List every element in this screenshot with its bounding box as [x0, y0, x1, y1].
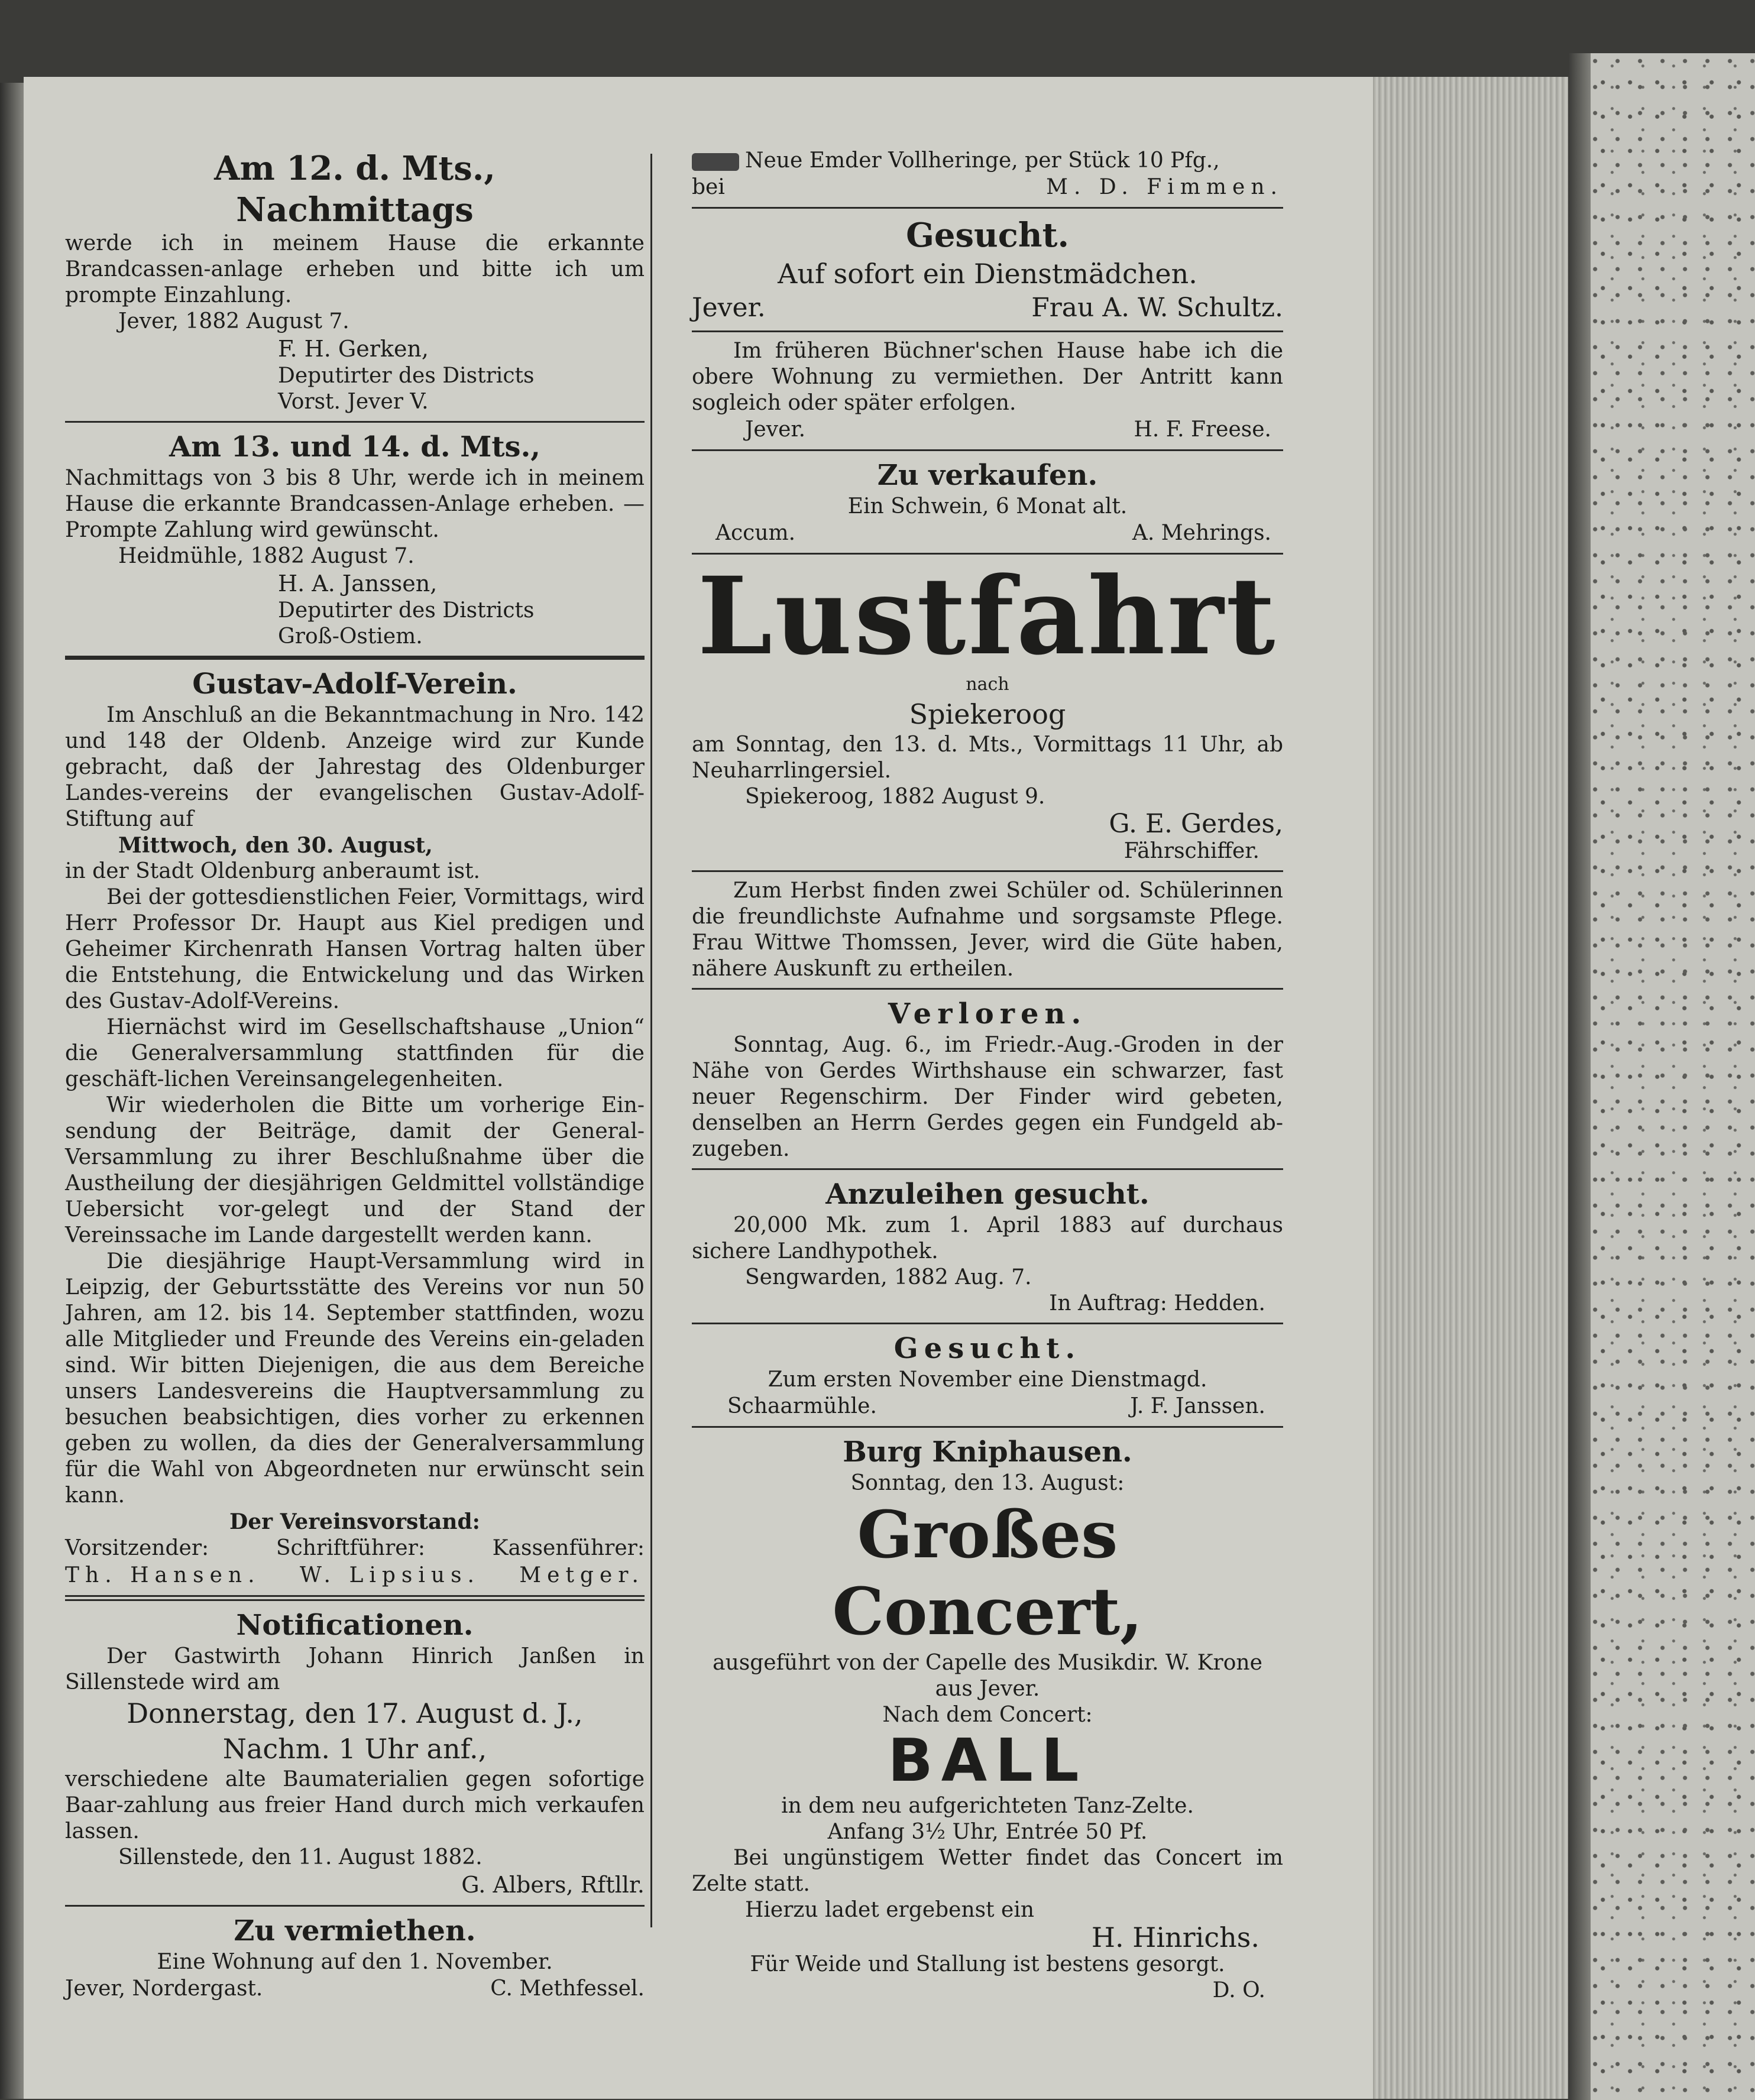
- ad-performer: ausgeführt von der Capelle des Musikdir. W. Krone aus Jever.: [713, 1651, 1262, 1701]
- ad-signature-role: Deputirter des Districts: [278, 364, 535, 388]
- ad-footer: [65, 1975, 645, 2002]
- ad-paragraph: Die diesjährige Haupt-Versammlung wird in Leipzig, der Geburtsstätte des Vereins vor nun 50 Jahren, am 12. bis 14. September stattfinden, wozu alle Mitglieder und Freunde des Vereins ein-geladen sind. Wir bitten Diejenigen, die aus dem Bereiche unsers Landesvereins die Hauptversammlung zu besuchen beabsichtigen, dies vorher zu erkennen geben zu wollen, da dies der Generalversammlung für die Wahl von Abgeordneten nur erwünscht sein kann.: [65, 1249, 645, 1508]
- ad-signature: M. D. Fimmen.: [1046, 175, 1283, 199]
- ad-invitation: Hierzu ladet ergebenst ein: [745, 1898, 1035, 1922]
- ad-venue: in dem neu aufgerichteten Tanz-Zelte.: [781, 1794, 1194, 1818]
- pointing-hand-icon: [692, 153, 739, 171]
- ad-title: Burg Kniphausen.: [843, 1435, 1132, 1469]
- ad-place: Schaarmühle.: [727, 1394, 877, 1418]
- ad-gesucht-dienstmaedchen: [692, 215, 1283, 325]
- ad-paragraph-end: in der Stadt Oldenburg anberaumt ist.: [65, 859, 480, 883]
- ad-line: Neue Emder Vollheringe, per Stück 10 Pfg.,: [745, 148, 1220, 173]
- ad-nach: nach: [966, 674, 1009, 695]
- ad-concert-kniphausen: [692, 1434, 1283, 2004]
- divider: [692, 449, 1283, 451]
- ad-footer: [692, 416, 1283, 443]
- ad-body: Auf sofort ein Dienstmädchen.: [778, 258, 1197, 290]
- ad-wohnung-freese: [692, 338, 1283, 443]
- ad-title: Anzuleihen gesucht.: [825, 1178, 1150, 1211]
- ad-subtitle: Nachmittags: [236, 190, 474, 229]
- ad-signature-role: Fährschiffer.: [1123, 839, 1259, 863]
- ad-initials: D. O.: [1212, 1978, 1265, 2002]
- ad-footer: [692, 291, 1283, 325]
- ad-brandcassen-janssen: [65, 429, 645, 650]
- ad-after-concert: Nach dem Concert:: [882, 1703, 1093, 1727]
- right-column: [692, 148, 1283, 2004]
- ad-body: verschiedene alte Baumaterialien gegen sofortige Baar-zahlung aus freier Hand durch mich verkaufen lassen.: [65, 1767, 645, 1843]
- column-divider: [650, 154, 652, 1927]
- ad-body: Zum ersten November eine Dienstmagd.: [768, 1367, 1207, 1392]
- divider: [692, 988, 1283, 990]
- ad-body: Eine Wohnung auf den 1. November.: [157, 1950, 553, 1974]
- ad-paragraph: Im Anschluß an die Bekanntmachung in Nro. 142 und 148 der Oldenb. Anzeige wird zur Kunde gebracht, daß der Jahrestag des Oldenburger Landes-vereins der evangelischen Gustav-Adolf-Stiftung auf: [65, 703, 645, 831]
- ad-body: Ein Schwein, 6 Monat alt.: [847, 494, 1128, 518]
- role-treasurer: Kassenführer:: [492, 1536, 645, 1560]
- ad-signature: J. F. Janssen.: [1130, 1394, 1265, 1418]
- ad-place-date: Heidmühle, 1882 August 7.: [118, 544, 415, 568]
- ad-title: Am 13. und 14. d. Mts.,: [169, 430, 540, 464]
- ad-date-line: Donnerstag, den 17. August d. J.,: [127, 1697, 583, 1729]
- divider: [692, 870, 1283, 872]
- ad-note: Für Weide und Stallung ist bestens gesorgt.: [750, 1952, 1225, 1976]
- ad-place-date: Sillenstede, den 11. August 1882.: [118, 1845, 483, 1869]
- ad-place: Jever.: [692, 293, 766, 323]
- name-treasurer: Metger.: [519, 1563, 645, 1587]
- ad-place: Jever.: [745, 417, 806, 442]
- ad-signature: H. F. Freese.: [1134, 417, 1271, 442]
- ad-signature: In Auftrag: Hedden.: [1049, 1291, 1265, 1315]
- ad-title: Verloren.: [888, 997, 1087, 1030]
- ad-title: Gesucht.: [906, 216, 1069, 255]
- ad-signature: H. Hinrichs.: [1091, 1921, 1259, 1953]
- ad-title: Gesucht.: [893, 1332, 1082, 1365]
- ad-title: Zu vermiethen.: [234, 1914, 476, 1947]
- ad-gustav-adolf-verein: [65, 666, 645, 1589]
- ad-signature: A. Mehrings.: [1132, 521, 1271, 545]
- ad-lustfahrt: [692, 554, 1283, 864]
- ad-body: Nachmittags von 3 bis 8 Uhr, werde ich in meinem Hause die erkannte Brandcassen-Anlage erheben. — Prompte Zahlung wird gewünscht.: [65, 466, 645, 542]
- book-page-edges: [1373, 77, 1568, 2099]
- ad-paragraph: Hiernächst wird im Gesellschaftshause „Union“ die Generalversammlung stattfinden für die geschäft-lichen Vereinsangelegenheiten.: [65, 1015, 645, 1091]
- ad-zu-verkaufen: [692, 457, 1283, 547]
- board-roles: [65, 1535, 645, 1562]
- ad-signature-place: Groß-Ostiem.: [278, 624, 423, 649]
- ad-place: Accum.: [715, 521, 796, 545]
- ad-place-date: Spiekeroog, 1882 August 9.: [745, 785, 1045, 809]
- ad-place-date: Sengwarden, 1882 Aug. 7.: [745, 1265, 1032, 1289]
- left-column: [65, 148, 645, 2002]
- ad-verloren: [692, 996, 1283, 1162]
- ad-body: 20,000 Mk. zum 1. April 1883 auf durchaus sichere Landhypothek.: [692, 1213, 1283, 1263]
- divider: [65, 1905, 645, 1907]
- role-chair: Vorsitzender:: [65, 1536, 209, 1560]
- board-title: Der Vereinsvorstand:: [229, 1509, 480, 1534]
- ad-place: Jever, Nordergast.: [65, 1976, 263, 2001]
- ad-gesucht-dienstmagd: [692, 1330, 1283, 1420]
- divider: [65, 1595, 645, 1601]
- ad-time-line: Nachm. 1 Uhr anf.,: [222, 1733, 487, 1765]
- role-secretary: Schriftführer:: [276, 1536, 425, 1560]
- ad-title: Zu verkaufen.: [877, 459, 1098, 492]
- ad-bei: bei: [692, 175, 725, 199]
- ad-body: Zum Herbst finden zwei Schüler od. Schülerinnen die freundlichste Aufnahme und sorgsamste Pflege. Frau Wittwe Thomssen, Jever, wird die Güte haben, nähere Auskunft zu ertheilen.: [692, 879, 1283, 981]
- ad-date: Sonntag, den 13. August:: [850, 1471, 1125, 1495]
- ad-paragraph: Wir wiederholen die Bitte um vorherige Ein-sendung der Beiträge, damit der General-Versammlung zu ihrer Beschlußnahme über die Austheilung der diesjährigen Geldmittel vollständige Uebersicht vor-gelegt und der Stand der Vereinssache im Lande dargestellt werden kann.: [65, 1093, 645, 1247]
- divider: [65, 421, 645, 423]
- ad-headline: Großes Concert,: [832, 1496, 1143, 1649]
- ad-body: Sonntag, Aug. 6., im Friedr.-Aug.-Groden in der Nähe von Gerdes Wirthshause ein schwarzer, fast neuer Regenschirm. Der Finder wird gebeten, denselben an Herrn Gerdes gegen ein Fundgeld ab-zugeben.: [692, 1033, 1283, 1161]
- ad-title: Am 12. d. Mts.,: [214, 149, 496, 188]
- ad-signature: Frau A. W. Schultz.: [1031, 293, 1283, 323]
- ad-body: am Sonntag, den 13. d. Mts., Vormittags 11 Uhr, ab Neuharrlingersiel.: [692, 733, 1283, 783]
- ad-body: werde ich in meinem Hause die erkannte Brandcassen-anlage erheben und bitte ich um prompte Einzahlung.: [65, 231, 645, 307]
- ad-vollheringe: [692, 148, 1283, 201]
- divider: [692, 330, 1283, 332]
- ad-signature-name: F. H. Gerken,: [278, 336, 429, 362]
- ad-body: Im früheren Büchner'schen Hause habe ich die obere Wohnung zu vermiethen. Der Antritt kann sogleich oder später erfolgen.: [692, 339, 1283, 415]
- ad-anzuleihen-gesucht: [692, 1176, 1283, 1317]
- ad-signature: G. Albers, Rftllr.: [461, 1872, 645, 1898]
- ad-signature-name: H. A. Janssen,: [278, 571, 438, 597]
- ad-signature-role: Deputirter des Districts: [278, 598, 535, 623]
- divider: [692, 1426, 1283, 1428]
- divider: [692, 1168, 1283, 1170]
- cover-shadow: [1568, 53, 1592, 2100]
- divider: [692, 207, 1283, 209]
- page-left-edge: [0, 83, 25, 2099]
- divider: [692, 1323, 1283, 1324]
- name-chair: Th. Hansen.: [65, 1563, 261, 1587]
- name-secretary: W. Lipsius.: [299, 1563, 480, 1587]
- divider: [65, 656, 645, 660]
- board-names: [65, 1562, 645, 1589]
- ad-body: [692, 148, 1283, 174]
- ad-zu-vermiethen: [65, 1913, 645, 2002]
- ad-paragraph: Bei der gottesdienstlichen Feier, Vormittags, wird Herr Professor Dr. Haupt aus Kiel predigen und Geheimer Kirchenrath Hansen Vortrag halten über die Entstehung, die Entwickelung und das Wirken des Gustav-Adolf-Vereins.: [65, 885, 645, 1013]
- ad-place-date: Jever, 1882 August 7.: [118, 309, 349, 333]
- ad-footer: [692, 174, 1283, 201]
- ad-weather-note: Bei ungünstigem Wetter findet das Concert im Zelte statt.: [692, 1846, 1283, 1896]
- ad-footer: [692, 520, 1283, 547]
- ad-title: Notificationen.: [236, 1609, 474, 1642]
- ad-start-time: Anfang 3½ Uhr, Entrée 50 Pf.: [827, 1820, 1148, 1844]
- ad-footer: [692, 1393, 1283, 1420]
- ad-notificationen: [65, 1607, 645, 1899]
- ad-schueler-aufnahme: [692, 878, 1283, 982]
- ad-signature: C. Methfessel.: [490, 1976, 645, 2001]
- ad-signature: G. E. Gerdes,: [1109, 809, 1283, 839]
- background-top: [0, 0, 1755, 77]
- ad-ball: BALL: [888, 1726, 1087, 1795]
- book-cover: [1591, 53, 1755, 2100]
- ad-destination: Spiekeroog: [909, 698, 1066, 730]
- ad-brandcassen-gerken: [65, 148, 645, 415]
- ad-title: Gustav-Adolf-Verein.: [192, 667, 517, 701]
- ad-body: Der Gastwirth Johann Hinrich Janßen in Sillenstede wird am: [65, 1644, 645, 1694]
- ad-title: Lustfahrt: [697, 554, 1278, 679]
- ad-date-highlight: Mittwoch, den 30. August,: [118, 833, 433, 858]
- ad-signature-place: Vorst. Jever V.: [278, 390, 429, 414]
